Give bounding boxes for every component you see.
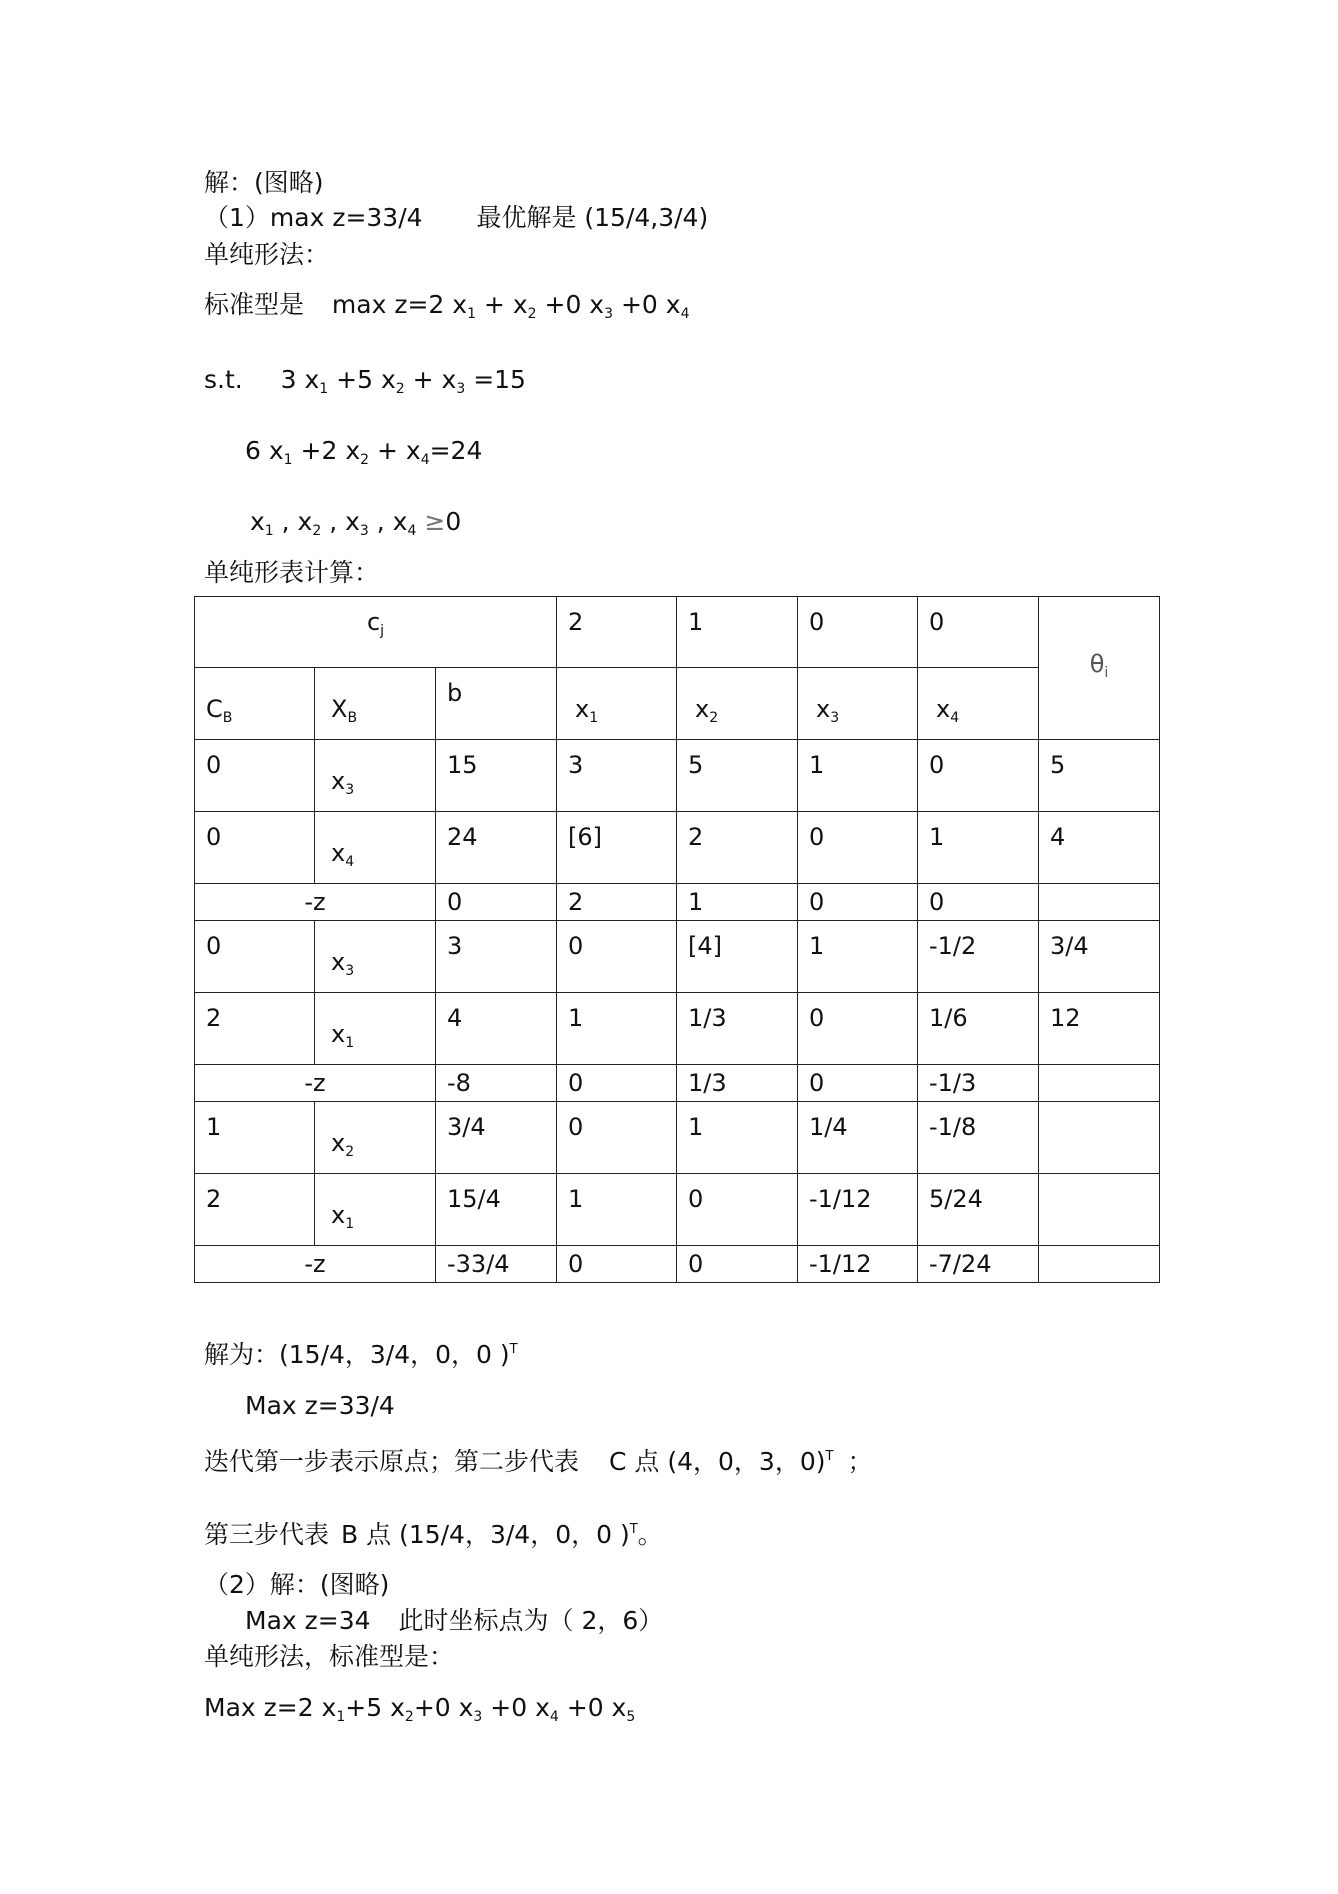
coef-x4-value: -1/3 <box>918 1065 1039 1102</box>
basis-row <box>195 812 1160 884</box>
coef-x3-value: 1 <box>798 740 918 812</box>
xb-header: $X_B$ <box>315 668 436 740</box>
iteration-note-2: 第三步代表 B 点 (15/4，3/4，0，0 )$^T$。 <box>204 1520 663 1549</box>
coef-x4-value: 1/6 <box>918 993 1039 1065</box>
part2-heading: （2）解：(图略) <box>204 1570 390 1599</box>
part2-objective: Max z=2 $x_1+5$ $x_2+0$ $x_3 +0$ $x_4 +0$ $x_5$ <box>204 1693 636 1725</box>
coef-x3-value: -1/12 <box>798 1246 918 1283</box>
coef-x1-value: 0 <box>557 1246 677 1283</box>
coef-x3: 0 <box>798 597 918 668</box>
basis-row <box>195 1102 1160 1174</box>
theta-value: 3/4 <box>1039 921 1160 993</box>
solution-vector: 解为：(15/4，3/4，0，0 )$^T$ <box>204 1340 518 1369</box>
b-value: 15/4 <box>436 1174 557 1246</box>
objective-row <box>195 1246 1160 1283</box>
b-header: b <box>436 668 557 740</box>
coef-x1-value: 3 <box>557 740 677 812</box>
objective-row <box>195 1065 1160 1102</box>
b-value: 3 <box>436 921 557 993</box>
basis-row <box>195 921 1160 993</box>
theta-value <box>1039 884 1160 921</box>
coef-x3-value: 0 <box>798 812 918 884</box>
coef-x4-value: -1/8 <box>918 1102 1039 1174</box>
basis-variable: $x_1$ <box>315 1174 436 1246</box>
coef-x2-value: [4] <box>677 921 798 993</box>
geq-symbol: ≥ <box>424 507 446 536</box>
simplex-heading: 单纯形法： <box>204 240 330 269</box>
b-value: 3/4 <box>436 1102 557 1174</box>
solution-heading: 解：(图略) <box>204 168 324 197</box>
basis-variable: $x_1$ <box>315 993 436 1065</box>
coef-x4: 0 <box>918 597 1039 668</box>
simplex-tableau <box>194 596 1160 1283</box>
part2-simplex-heading: 单纯形法，标准型是： <box>204 1642 455 1671</box>
coef-x2-value: 0 <box>677 1174 798 1246</box>
theta-value <box>1039 1102 1160 1174</box>
coef-x1: 2 <box>557 597 677 668</box>
cb-value: 0 <box>195 740 315 812</box>
objective-row <box>195 884 1160 921</box>
b-value: 0 <box>436 884 557 921</box>
coef-x3-value: -1/12 <box>798 1174 918 1246</box>
coef-x3-value: 0 <box>798 1065 918 1102</box>
part1-optimum: 最优解是 (15/4,3/4) <box>476 203 709 232</box>
coef-x1-value: 0 <box>557 1065 677 1102</box>
coef-x3-value: 0 <box>798 884 918 921</box>
basis-variable: $x_3$ <box>315 921 436 993</box>
var-x3-header: $x_3$ <box>798 668 918 740</box>
cb-header: $C_B$ <box>195 668 315 740</box>
solution-max: Max z=33/4 <box>245 1391 395 1420</box>
coef-x2-value: 1/3 <box>677 1065 798 1102</box>
coef-x3-value: 1/4 <box>798 1102 918 1174</box>
cb-value: 0 <box>195 921 315 993</box>
theta-value <box>1039 1246 1160 1283</box>
coef-x1-value: 0 <box>557 1102 677 1174</box>
coef-x4-value: 0 <box>918 740 1039 812</box>
b-value: -8 <box>436 1065 557 1102</box>
coef-x3-value: 1 <box>798 921 918 993</box>
basis-row <box>195 1174 1160 1246</box>
cb-value: 1 <box>195 1102 315 1174</box>
coef-x2-value: 1 <box>677 1102 798 1174</box>
coef-x4-value: -1/2 <box>918 921 1039 993</box>
constraint-1: s.t. 3 $x_1 +5$ $x_2 + x_3 =15$ <box>204 365 526 397</box>
objective-prefix: max z=2 x <box>331 290 468 319</box>
cb-value: 2 <box>195 993 315 1065</box>
var-x1-header: $x_1$ <box>557 668 677 740</box>
cb-value: 0 <box>195 812 315 884</box>
var-x4-header: $x_4$ <box>918 668 1039 740</box>
iteration-note-1: 迭代第一步表示原点；第二步代表 C 点 (4，0，3，0)$^T$ ； <box>204 1447 873 1476</box>
objective-label: -z <box>195 1065 436 1102</box>
theta-value <box>1039 1174 1160 1246</box>
objective-label: -z <box>195 1246 436 1283</box>
coef-x4-value: 1 <box>918 812 1039 884</box>
coef-x3-value: 0 <box>798 993 918 1065</box>
standard-form-objective: 标准型是 max z=2 $x_1 + x_2 +0$ $x_3 +0$ $x_4$ <box>204 290 690 322</box>
coef-x1-value: 2 <box>557 884 677 921</box>
subject-to-label: s.t. <box>204 365 243 394</box>
basis-variable: $x_3$ <box>315 740 436 812</box>
coef-x4-value: -7/24 <box>918 1246 1039 1283</box>
var-x2-header: $x_2$ <box>677 668 798 740</box>
theta-value: 5 <box>1039 740 1160 812</box>
objective-label: -z <box>195 884 436 921</box>
constraint-2: 6 $x_1 +2$ $x_2 + x_4=24$ <box>245 436 483 468</box>
theta-value: 4 <box>1039 812 1160 884</box>
theta-value: 12 <box>1039 993 1160 1065</box>
basis-variable: $x_4$ <box>315 812 436 884</box>
coef-x2-value: 0 <box>677 1246 798 1283</box>
basis-row <box>195 740 1160 812</box>
basis-variable: $x_2$ <box>315 1102 436 1174</box>
coef-x1-value: 0 <box>557 921 677 993</box>
cj-header: $c_j$ <box>195 597 557 668</box>
nonnegativity-constraint: $x_1$ , $x_2$ , $x_3$ , $x_4 \ge 0$ <box>250 507 462 539</box>
b-value: 24 <box>436 812 557 884</box>
theta-header: $\theta_i$ <box>1039 597 1160 740</box>
standard-form-label: 标准型是 <box>204 290 305 319</box>
coef-x2: 1 <box>677 597 798 668</box>
part1-result <box>204 203 708 233</box>
coef-x1-value: 1 <box>557 993 677 1065</box>
cb-value: 2 <box>195 1174 315 1246</box>
b-value: 15 <box>436 740 557 812</box>
coef-x4-value: 5/24 <box>918 1174 1039 1246</box>
coef-x1-value: 1 <box>557 1174 677 1246</box>
b-value: -33/4 <box>436 1246 557 1283</box>
part1-max: （1）max z=33/4 <box>204 203 423 232</box>
coef-x2-value: 1 <box>677 884 798 921</box>
tableau-heading: 单纯形表计算： <box>204 558 380 587</box>
theta-value <box>1039 1065 1160 1102</box>
coef-x2-value: 5 <box>677 740 798 812</box>
b-value: 4 <box>436 993 557 1065</box>
coef-x2-value: 2 <box>677 812 798 884</box>
coef-x1-value: [6] <box>557 812 677 884</box>
coef-x2-value: 1/3 <box>677 993 798 1065</box>
part2-result: Max z=34 此时坐标点为（ 2，6） <box>245 1606 664 1635</box>
basis-row <box>195 993 1160 1065</box>
coef-x4-value: 0 <box>918 884 1039 921</box>
